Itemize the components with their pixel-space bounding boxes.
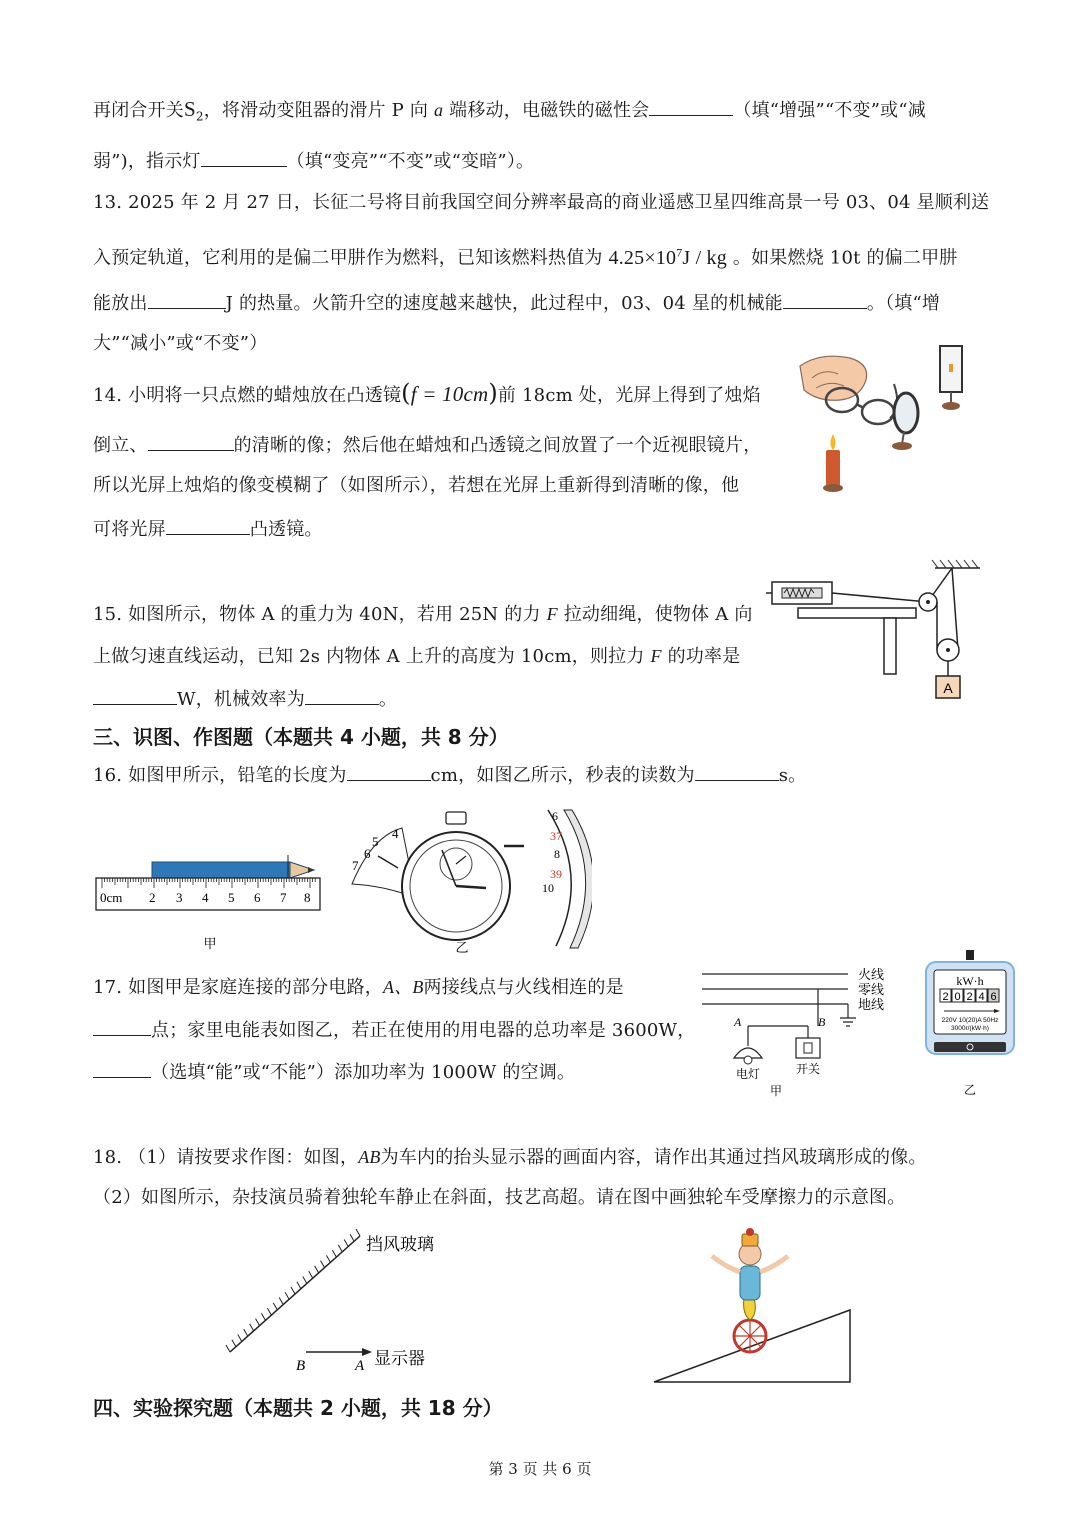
wire-label: 地线 xyxy=(858,998,885,1013)
q13-line-4: 大”“减小”或“不变”） xyxy=(93,333,268,354)
meter-digit: 2 xyxy=(942,991,949,1003)
hatch-mark xyxy=(291,1287,295,1294)
screen-icon xyxy=(940,346,962,410)
point-b-label: B xyxy=(818,1015,826,1029)
q12-line-1: 再闭合开关$S_2$，将滑动变阻器的滑片 P 向 a 端移动，电磁铁的磁性会 （填“增强”“不变”或“减 xyxy=(93,97,926,124)
hatch-mark xyxy=(344,1240,348,1247)
scale-label: 8 xyxy=(554,847,560,861)
hatch-mark xyxy=(261,1313,265,1320)
hatch-mark xyxy=(297,1282,301,1289)
meter-digits xyxy=(940,989,999,1003)
windshield-label: 挡风玻璃 xyxy=(366,1235,434,1255)
hatch-mark xyxy=(309,1271,313,1278)
spring-scale-icon xyxy=(766,582,832,604)
windshield-figure xyxy=(220,1226,460,1376)
q17-line-2: 点；家里电能表如图乙，若正在使用的用电器的总功率是 3600W， xyxy=(93,1017,695,1043)
stopwatch-icon xyxy=(402,812,524,940)
ruler-label: 2 xyxy=(149,890,156,905)
acrobat-icon xyxy=(712,1228,788,1352)
caption-jia: 甲 xyxy=(769,1084,783,1098)
hatch-mark xyxy=(285,1292,289,1299)
hatch-mark xyxy=(279,1298,283,1305)
dial-label: 7 xyxy=(352,858,359,873)
meter-digit: 2 xyxy=(966,991,973,1003)
hatch-mark xyxy=(232,1340,236,1347)
convex-lens-icon xyxy=(892,393,918,450)
answer-blank[interactable] xyxy=(93,1059,151,1078)
caption-jia: 甲 xyxy=(203,937,217,952)
q18-line-1: 18. （1）请按要求作图：如图，AB为车内的抬头显示器的画面内容，请作出其通过挡风玻璃形成的像。 xyxy=(93,1147,927,1168)
hatch-mark xyxy=(256,1319,260,1326)
q13-line-2: 入预定轨道，它利用的是偏二甲肼作为燃料，已知该燃料热值为 $4.25\times 10^7J$ / kg 。如果燃烧 10t 的偏二甲肼 xyxy=(93,245,958,269)
answer-blank[interactable] xyxy=(166,516,250,535)
hatch-mark xyxy=(238,1334,242,1341)
q15-line-3: W，机械效率为 。 xyxy=(93,686,397,712)
candle-icon xyxy=(823,434,843,492)
hatch-mark xyxy=(338,1245,342,1252)
switch-label: 开关 xyxy=(795,1062,821,1076)
q14-line-1: 14. 小明将一只点燃的蜡烛放在凸透镜(f = 10cm)前 18cm 处，光屏上得到了烛焰 xyxy=(93,379,761,407)
ruler-label: 3 xyxy=(176,890,183,905)
hatch-mark xyxy=(321,1261,325,1268)
hatch-mark xyxy=(226,1345,230,1352)
answer-blank[interactable] xyxy=(93,686,177,705)
hatch-mark xyxy=(267,1308,271,1315)
answer-blank[interactable] xyxy=(148,432,234,451)
q13-line-3: 能放出 J 的热量。火箭升空的速度越来越快，此过程中，03、04 星的机械能 。（填“增 xyxy=(93,290,940,316)
hatch-mark xyxy=(303,1276,307,1283)
answer-blank[interactable] xyxy=(783,290,867,309)
dial-label: 5 xyxy=(372,834,379,849)
pulley-figure xyxy=(760,556,985,706)
wire-label: 火线 xyxy=(858,968,885,983)
q14-line-2: 倒立、 的清晰的像；然后他在蜡烛和凸透镜之间放置了一个近视眼镜片， xyxy=(93,432,761,458)
stopwatch-figure xyxy=(342,806,592,956)
hatch-mark xyxy=(332,1250,336,1257)
hatch-mark xyxy=(244,1329,248,1336)
answer-blank[interactable] xyxy=(347,762,431,781)
ceiling xyxy=(932,560,980,596)
section-3-heading: 三、识图、作图题（本题共 4 小题，共 8 分） xyxy=(93,725,509,749)
meter-digit: 6 xyxy=(990,991,997,1003)
meter-spec: 3000r/(kW·h) xyxy=(951,1025,989,1032)
scale-label: 6 xyxy=(552,809,558,823)
hatch-mark xyxy=(356,1229,360,1236)
pencil-icon xyxy=(152,862,314,878)
hatch-mark xyxy=(326,1255,330,1262)
scale-label: 10 xyxy=(542,881,554,895)
scale-label: 39 xyxy=(550,867,562,881)
q14-line-4: 可将光屏 凸透镜。 xyxy=(93,516,323,542)
ruler-label: 0cm xyxy=(100,890,123,905)
ruler-label: 7 xyxy=(280,890,287,905)
dial-label: 6 xyxy=(364,846,371,861)
section-4-heading: 四、实验探究题（本题共 2 小题，共 18 分） xyxy=(93,1396,503,1420)
answer-blank[interactable] xyxy=(148,290,226,309)
q14-line-3: 所以光屏上烛焰的像变模糊了（如图所示），若想在光屏上重新得到清晰的像，他 xyxy=(93,475,740,496)
answer-blank[interactable] xyxy=(649,97,733,116)
optics-figure xyxy=(790,338,990,498)
ruler-label: 6 xyxy=(254,890,261,905)
scale-label: 37 xyxy=(550,829,562,843)
point-a-label: A xyxy=(734,1015,742,1029)
lamp-icon xyxy=(734,1048,762,1064)
circuit-figure xyxy=(700,962,900,1102)
q12-line-2: 弱”)，指示灯 （填“变亮”“不变”或“变暗”）。 xyxy=(93,148,534,174)
table xyxy=(798,608,916,674)
movable-pulley-icon xyxy=(937,639,959,676)
unicycle-figure xyxy=(650,1218,860,1388)
point-b-label: B xyxy=(296,1358,306,1374)
answer-blank[interactable] xyxy=(695,762,779,781)
rope xyxy=(832,593,928,602)
lamp-label: 电灯 xyxy=(735,1067,761,1081)
q15-line-2: 上做匀速直线运动，已知 2s 内物体 A 上升的高度为 10cm，则拉力 F 的功率是 xyxy=(93,646,741,667)
caption-yi: 乙 xyxy=(963,1083,977,1097)
meter-spec: 220V 10(20)A 50Hz xyxy=(941,1017,999,1024)
hatch-mark xyxy=(315,1266,319,1273)
meter-unit: kW·h xyxy=(956,974,984,988)
q16-line: 16. 如图甲所示，铅笔的长度为 cm，如图乙所示，秒表的读数为 s。 xyxy=(93,762,806,788)
hatch-mark xyxy=(250,1324,254,1331)
ruler-label: 5 xyxy=(228,890,235,905)
answer-blank[interactable] xyxy=(93,1017,151,1036)
q18-line-2: （2）如图所示，杂技演员骑着独轮车静止在斜面，技艺高超。请在图中画独轮车受摩擦力的示意图。 xyxy=(93,1187,906,1208)
answer-blank[interactable] xyxy=(201,148,287,167)
q13-line-1: 13. 2025 年 2 月 27 日，长征二号将目前我国空间分辨率最高的商业遥感卫星四维高景一号 03、04 星顺利送 xyxy=(93,192,990,213)
block-a-label: A xyxy=(943,680,953,696)
meter-digit: 4 xyxy=(978,991,985,1003)
ruler-label: 8 xyxy=(304,890,311,905)
answer-blank[interactable] xyxy=(305,686,379,705)
ruler-label: 4 xyxy=(202,890,209,905)
electric-meter-figure xyxy=(920,948,1020,1098)
hatch-mark xyxy=(273,1303,277,1310)
second-scale-zoom xyxy=(542,809,592,948)
windshield-hatch xyxy=(226,1229,360,1352)
ruler xyxy=(96,878,320,910)
hatch-mark xyxy=(350,1234,354,1241)
point-a-label: A xyxy=(355,1358,365,1374)
fixed-pulley-icon xyxy=(919,593,937,611)
wire-label: 零线 xyxy=(858,983,885,998)
ruler-figure xyxy=(92,852,324,952)
meter-digit: 0 xyxy=(954,991,961,1003)
q17-line-3: （选填“能”或“不能”）添加功率为 1000W 的空调。 xyxy=(93,1059,575,1085)
caption-yi: 乙 xyxy=(455,941,469,956)
dial-label: 4 xyxy=(392,826,399,841)
display-label: 显示器 xyxy=(374,1349,425,1369)
switch-icon xyxy=(796,1038,820,1058)
q17-line-1: 17. 如图甲是家庭连接的部分电路，A、B两接线点与火线相连的是 xyxy=(93,977,624,998)
page-footer: 第 3 页 共 6 页 xyxy=(488,1460,592,1478)
q15-line-1: 15. 如图所示，物体 A 的重力为 40N，若用 25N 的力 F 拉动细绳，使物体 A 向 xyxy=(93,604,753,625)
